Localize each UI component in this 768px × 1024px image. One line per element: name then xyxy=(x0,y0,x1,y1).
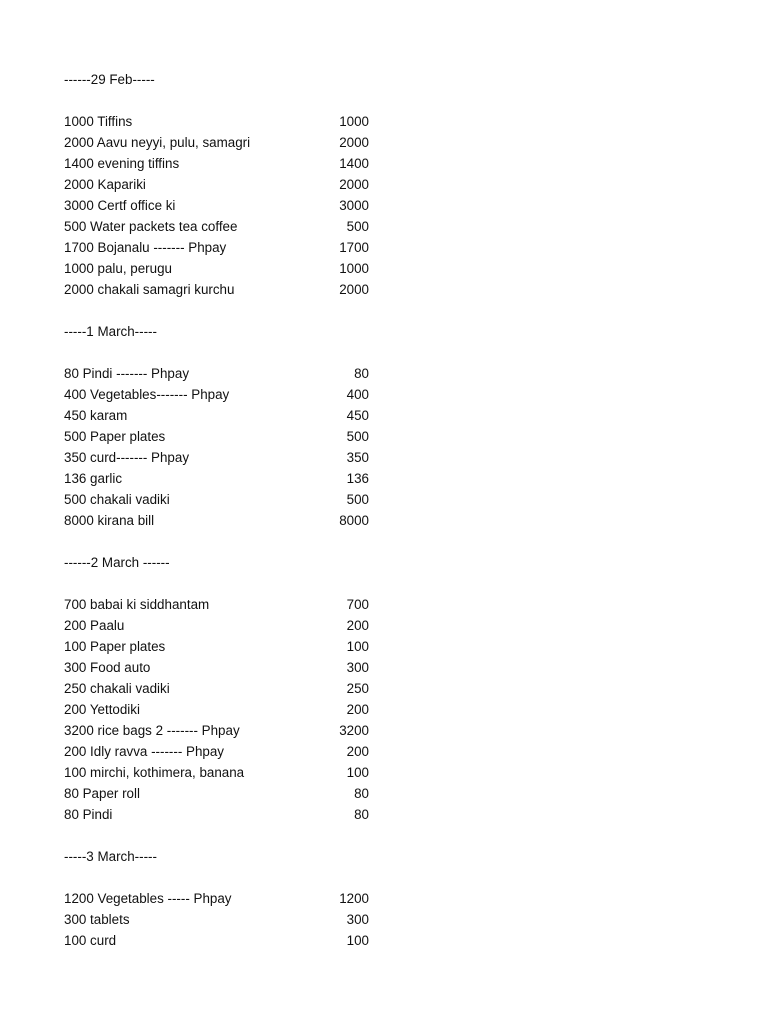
expense-amount: 300 xyxy=(346,660,369,675)
expense-row xyxy=(64,909,369,930)
expense-label: 300 Food auto xyxy=(64,660,151,675)
expense-row xyxy=(64,405,369,426)
expense-label: 500 Paper plates xyxy=(64,429,166,444)
expense-row xyxy=(64,132,369,153)
blank-row xyxy=(64,573,369,594)
expense-label: 450 karam xyxy=(64,408,128,423)
expense-row xyxy=(64,153,369,174)
expense-row xyxy=(64,111,369,132)
expense-row xyxy=(64,804,369,825)
expense-amount: 80 xyxy=(354,366,369,381)
expense-label: 1200 Vegetables ----- Phpay xyxy=(64,891,232,906)
expense-amount: 3000 xyxy=(339,198,369,213)
expense-amount: 2000 xyxy=(339,177,369,192)
expense-label: 300 tablets xyxy=(64,912,130,927)
expense-label: 100 curd xyxy=(64,933,117,948)
expense-amount: 200 xyxy=(346,744,369,759)
expense-row xyxy=(64,657,369,678)
expense-row xyxy=(64,468,369,489)
expense-label: 8000 kirana bill xyxy=(64,513,155,528)
expense-row xyxy=(64,195,369,216)
date-header-text: ------2 March ------ xyxy=(64,555,170,570)
expense-label: 100 mirchi, kothimera, banana xyxy=(64,765,245,780)
expense-amount: 100 xyxy=(346,765,369,780)
expense-label: 250 chakali vadiki xyxy=(64,681,170,696)
expense-label: 1000 palu, perugu xyxy=(64,261,172,276)
date-header-text: ------29 Feb----- xyxy=(64,72,155,87)
expense-amount: 200 xyxy=(346,702,369,717)
blank-row xyxy=(64,867,369,888)
expense-label: 2000 Aavu neyyi, pulu, samagri xyxy=(64,135,251,150)
blank-row xyxy=(64,531,369,552)
expense-label: 80 Paper roll xyxy=(64,786,140,801)
expense-amount: 500 xyxy=(346,429,369,444)
expense-row xyxy=(64,678,369,699)
expense-amount: 350 xyxy=(346,450,369,465)
date-header xyxy=(64,321,369,342)
expense-row xyxy=(64,279,369,300)
expense-row xyxy=(64,426,369,447)
expense-label: 200 Paalu xyxy=(64,618,125,633)
expense-amount: 250 xyxy=(346,681,369,696)
expense-label: 2000 chakali samagri kurchu xyxy=(64,282,235,297)
expense-label: 700 babai ki siddhantam xyxy=(64,597,210,612)
expense-label: 136 garlic xyxy=(64,471,123,486)
expense-label: 1000 Tiffins xyxy=(64,114,133,129)
expense-amount: 3200 xyxy=(339,723,369,738)
expense-row xyxy=(64,489,369,510)
expense-row xyxy=(64,174,369,195)
expense-label: 2000 Kapariki xyxy=(64,177,146,192)
date-header xyxy=(64,552,369,573)
date-header-text: -----1 March----- xyxy=(64,324,157,339)
expense-amount: 80 xyxy=(354,786,369,801)
blank-row xyxy=(64,300,369,321)
expense-row xyxy=(64,363,369,384)
expense-label: 200 Idly ravva ------- Phpay xyxy=(64,744,224,759)
expense-row xyxy=(64,615,369,636)
expense-label: 1700 Bojanalu ------- Phpay xyxy=(64,240,227,255)
expense-row xyxy=(64,636,369,657)
expense-label: 350 curd------- Phpay xyxy=(64,450,190,465)
expense-amount: 2000 xyxy=(339,135,369,150)
blank-row xyxy=(64,90,369,111)
expense-label: 400 Vegetables------- Phpay xyxy=(64,387,230,402)
expense-row xyxy=(64,720,369,741)
expense-label: 500 chakali vadiki xyxy=(64,492,170,507)
expense-label: 1400 evening tiffins xyxy=(64,156,180,171)
date-header-text: -----3 March----- xyxy=(64,849,157,864)
expense-row xyxy=(64,762,369,783)
expense-sheet xyxy=(64,69,369,951)
expense-row xyxy=(64,930,369,951)
expense-amount: 300 xyxy=(346,912,369,927)
expense-amount: 700 xyxy=(346,597,369,612)
expense-label: 80 Pindi xyxy=(64,807,113,822)
expense-label: 3200 rice bags 2 ------- Phpay xyxy=(64,723,240,738)
expense-amount: 136 xyxy=(346,471,369,486)
expense-row xyxy=(64,258,369,279)
expense-label: 80 Pindi ------- Phpay xyxy=(64,366,190,381)
date-header xyxy=(64,69,369,90)
expense-row xyxy=(64,447,369,468)
expense-row xyxy=(64,216,369,237)
expense-label: 100 Paper plates xyxy=(64,639,166,654)
expense-amount: 1000 xyxy=(339,114,369,129)
blank-row xyxy=(64,825,369,846)
expense-row xyxy=(64,384,369,405)
expense-row xyxy=(64,594,369,615)
date-header xyxy=(64,846,369,867)
expense-amount: 1400 xyxy=(339,156,369,171)
expense-amount: 500 xyxy=(346,492,369,507)
expense-amount: 1200 xyxy=(339,891,369,906)
expense-row xyxy=(64,237,369,258)
expense-amount: 1000 xyxy=(339,261,369,276)
expense-amount: 500 xyxy=(346,219,369,234)
expense-amount: 80 xyxy=(354,807,369,822)
expense-amount: 100 xyxy=(346,933,369,948)
expense-row xyxy=(64,741,369,762)
expense-amount: 2000 xyxy=(339,282,369,297)
expense-amount: 200 xyxy=(346,618,369,633)
expense-row xyxy=(64,783,369,804)
expense-label: 200 Yettodiki xyxy=(64,702,140,717)
expense-amount: 450 xyxy=(346,408,369,423)
expense-row xyxy=(64,699,369,720)
expense-label: 3000 Certf office ki xyxy=(64,198,176,213)
expense-amount: 400 xyxy=(346,387,369,402)
expense-amount: 8000 xyxy=(339,513,369,528)
expense-row xyxy=(64,888,369,909)
expense-row xyxy=(64,510,369,531)
expense-amount: 1700 xyxy=(339,240,369,255)
expense-amount: 100 xyxy=(346,639,369,654)
expense-label: 500 Water packets tea coffee xyxy=(64,219,238,234)
blank-row xyxy=(64,342,369,363)
